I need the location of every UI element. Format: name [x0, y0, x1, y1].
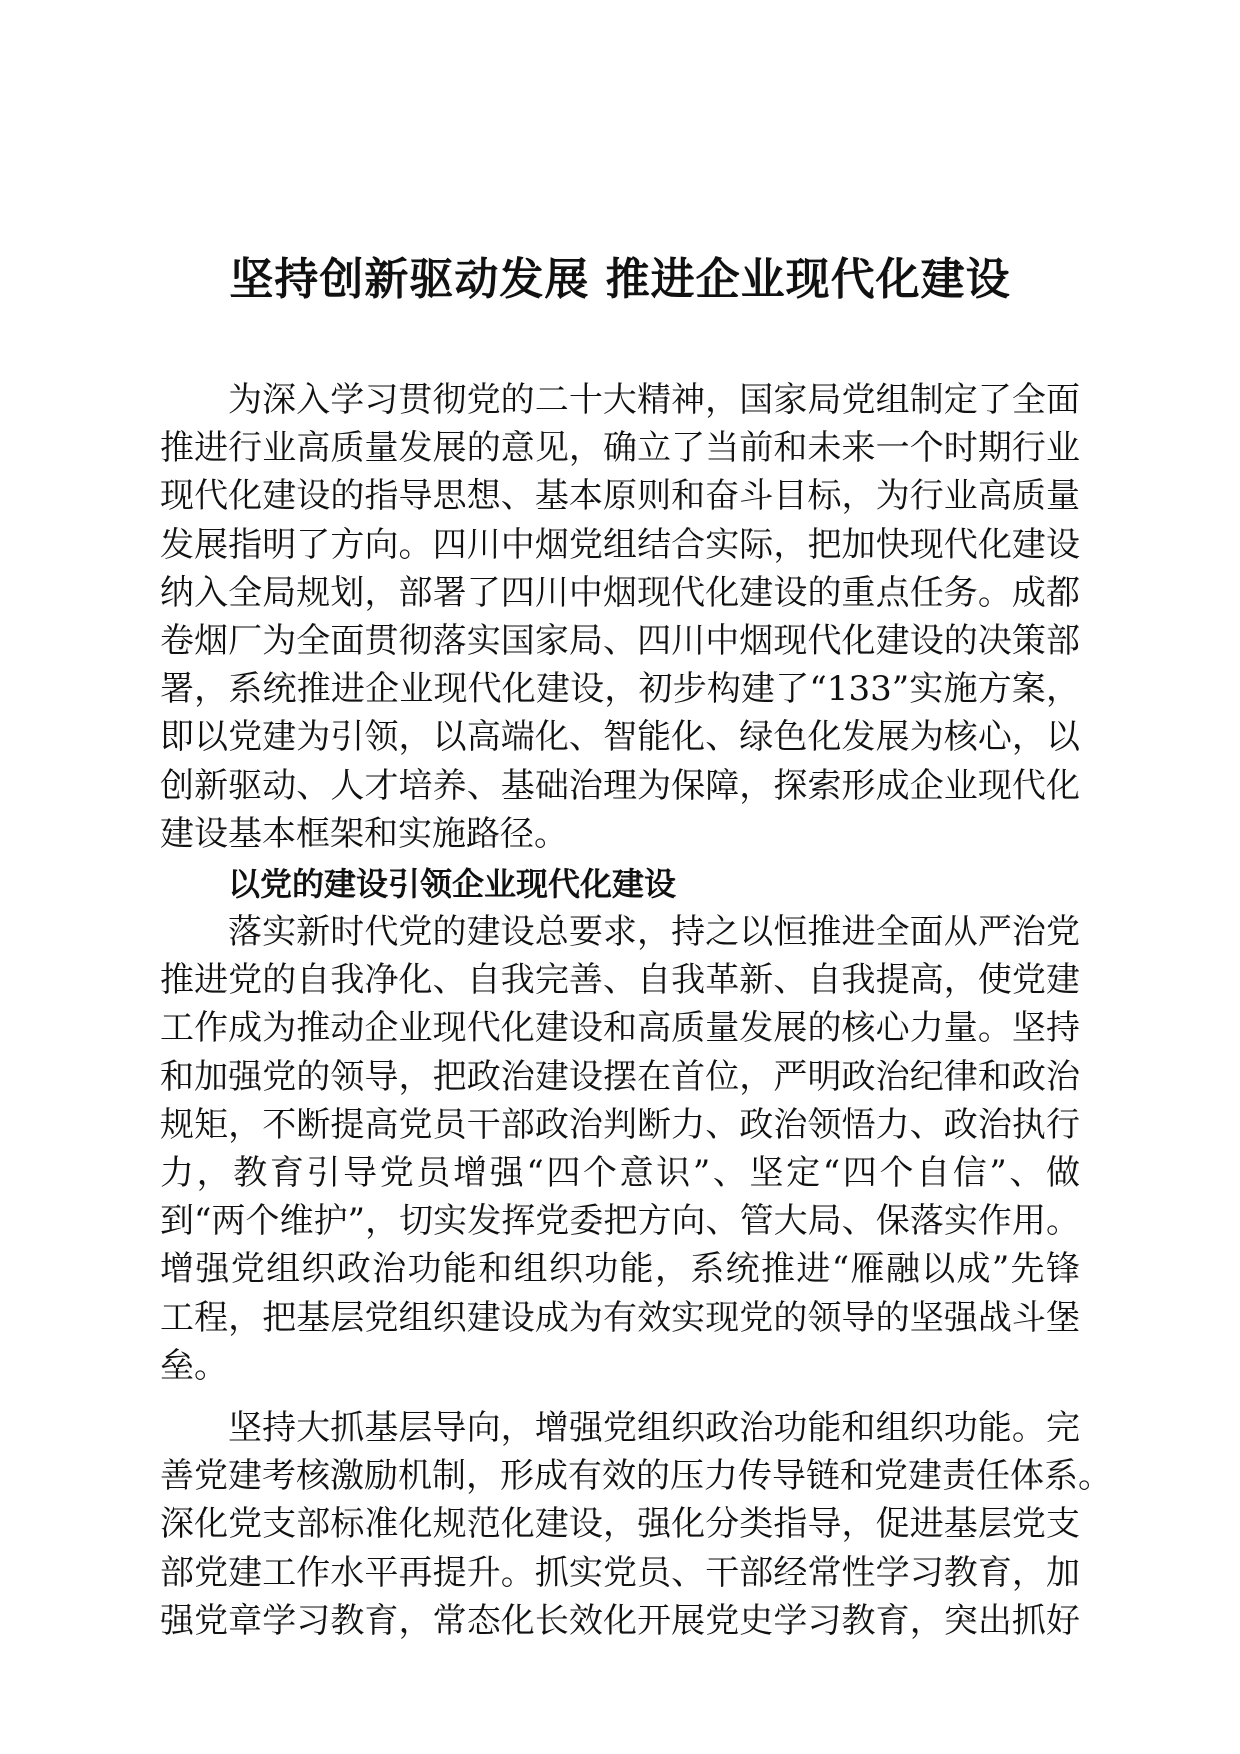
text-line: 落实新时代党的建设总要求，持之以恒推进全面从严治党 — [228, 912, 1080, 952]
text-line: 垒。 — [160, 1345, 228, 1386]
text-line: 纳入全局规划，部署了四川中烟现代化建设的重点任务。成都 — [160, 572, 1080, 613]
paragraph-intro — [160, 376, 1080, 858]
text-line: 工程，把基层党组织建设成为有效实现党的领导的坚强战斗堡 — [160, 1297, 1080, 1338]
section-heading: 以党的建设引领企业现代化建设 — [228, 865, 677, 903]
text-line: 力，教育引导党员增强“四个意识”、坚定“四个自信”、做 — [160, 1152, 1080, 1193]
paragraph-grassroots — [160, 1404, 1112, 1645]
text-line: 部党建工作水平再提升。抓实党员、干部经常性学习教育，加 — [160, 1552, 1080, 1593]
text-line: 卷烟厂为全面贯彻落实国家局、四川中烟现代化建设的决策部 — [160, 620, 1080, 661]
text-line: 建设基本框架和实施路径。 — [160, 813, 568, 854]
paragraph-party-building — [160, 908, 1080, 1390]
text-line: 即以党建为引领，以高端化、智能化、绿色化发展为核心，以 — [160, 717, 1080, 758]
document-title: 坚持创新驱动发展 推进企业现代化建设 — [229, 254, 1011, 305]
text-line: 为深入学习贯彻党的二十大精神，国家局党组制定了全面 — [228, 380, 1080, 420]
text-line: 善党建考核激励机制，形成有效的压力传导链和党建责任体系。 — [160, 1456, 1112, 1497]
text-line: 到“两个维护”，切实发挥党委把方向、管大局、保落实作用。 — [160, 1201, 1080, 1242]
text-line: 推进行业高质量发展的意见，确立了当前和未来一个时期行业 — [160, 428, 1080, 469]
text-line: 现代化建设的指导思想、基本原则和奋斗目标，为行业高质量 — [160, 476, 1080, 517]
text-line: 工作成为推动企业现代化建设和高质量发展的核心力量。坚持 — [160, 1008, 1080, 1049]
text-line: 推进党的自我净化、自我完善、自我革新、自我提高，使党建 — [160, 960, 1080, 1001]
text-line: 署，系统推进企业现代化建设，初步构建了“133”实施方案， — [160, 669, 1080, 710]
text-line: 深化党支部标准化规范化建设，强化分类指导，促进基层党支 — [160, 1504, 1080, 1545]
text-line: 强党章学习教育，常态化长效化开展党史学习教育，突出抓好 — [160, 1600, 1080, 1641]
text-line: 创新驱动、人才培养、基础治理为保障，探索形成企业现代化 — [160, 765, 1080, 806]
text-line: 发展指明了方向。四川中烟党组结合实际，把加快现代化建设 — [160, 524, 1080, 565]
text-line: 规矩，不断提高党员干部政治判断力、政治领悟力、政治执行 — [160, 1104, 1080, 1145]
section-heading-block — [160, 860, 1080, 908]
text-line: 和加强党的领导，把政治建设摆在首位，严明政治纪律和政治 — [160, 1056, 1080, 1097]
text-line: 增强党组织政治功能和组织功能，系统推进“雁融以成”先锋 — [160, 1249, 1080, 1290]
text-line: 坚持大抓基层导向，增强党组织政治功能和组织功能。完 — [228, 1408, 1080, 1448]
